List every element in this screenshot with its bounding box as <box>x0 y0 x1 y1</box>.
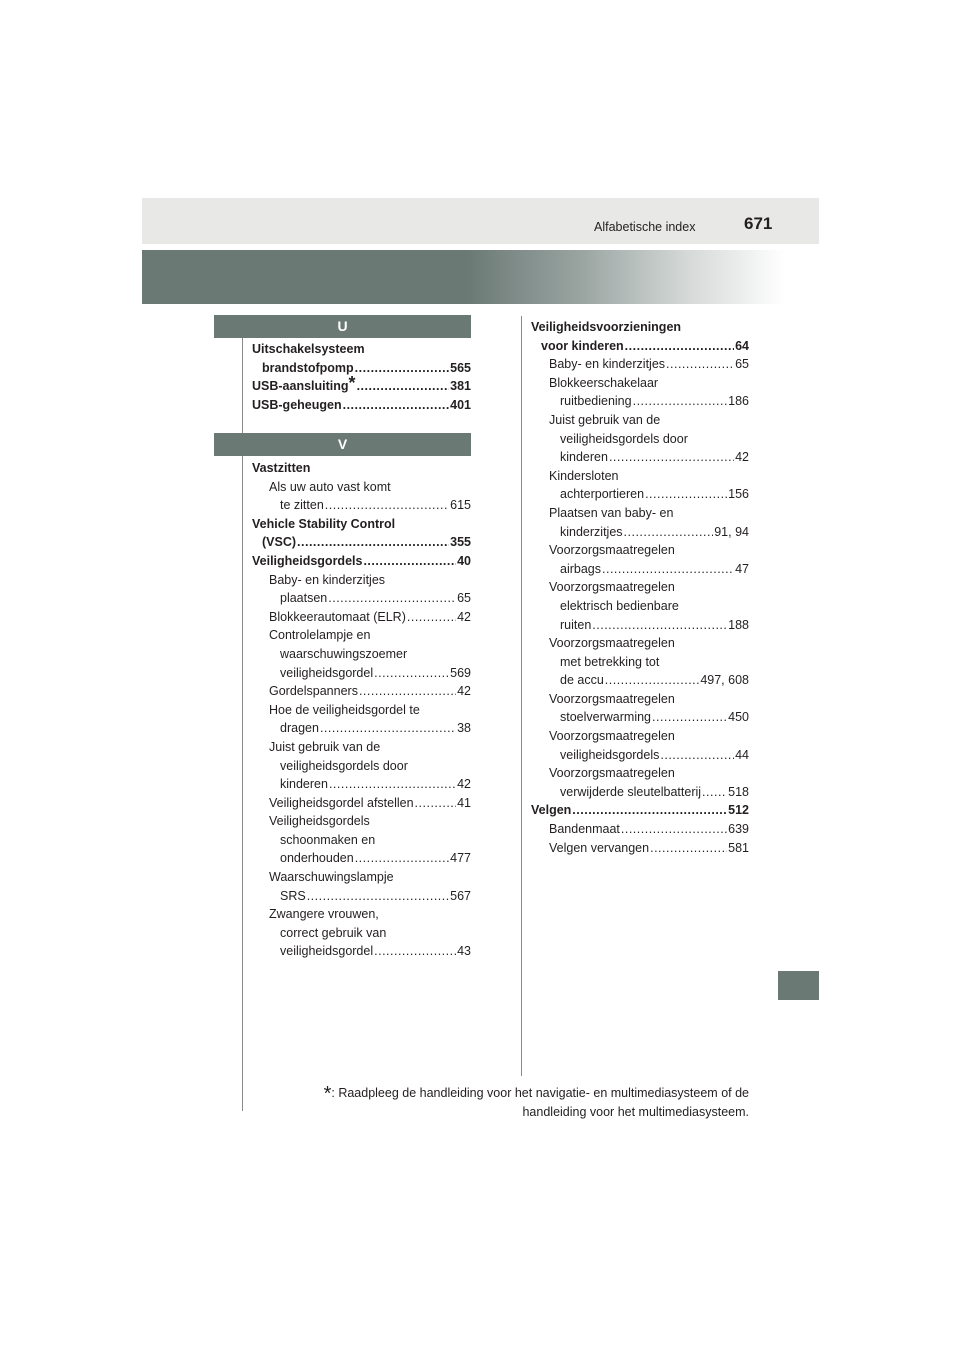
page-ref: 43 <box>457 944 471 959</box>
index-subentry: kinderen ..... 42 <box>531 448 749 467</box>
index-subentry-text: elektrisch bedienbare <box>560 598 679 613</box>
index-subentry-text: Blokkeerschakelaar <box>549 375 659 390</box>
index-subentry-text: schoonmaken en <box>280 832 376 847</box>
page-ref: 450 <box>728 710 749 725</box>
section-title: Alfabetische index <box>594 220 696 234</box>
index-subentry-text: Veiligheidsgordels <box>269 814 370 829</box>
index-subentry-text: Controlelampje en <box>269 628 371 643</box>
page-ref: 65 <box>457 591 471 606</box>
index-subentry: airbags ..... 47 <box>531 560 749 579</box>
page-ref: 567 <box>450 888 471 903</box>
page-ref: 47 <box>735 561 749 576</box>
footnote-line-1: *: Raadpleeg de handleiding voor het navigatie- en multimediasysteem of de <box>323 1083 749 1105</box>
index-entry: USB-aansluiting* ..... 381 <box>252 377 471 396</box>
index-subentry-text: Voorzorgsmaatregelen <box>549 580 675 595</box>
index-subentry: SRS ..... 567 <box>252 887 471 906</box>
letter-heading-u: U <box>214 315 471 338</box>
page-ref: 639 <box>728 822 749 837</box>
index-entry: USB-geheugen ..... 401 <box>252 396 471 415</box>
index-subentry-text: Juist gebruik van de <box>269 739 381 754</box>
index-subentry-text: Baby- en kinderzitjes <box>269 572 386 587</box>
index-subentry-text: Als uw auto vast komt <box>269 479 391 494</box>
index-subentry-text: veiligheidsgordels door <box>560 431 688 446</box>
index-subentry: veiligheidsgordel ..... 43 <box>252 942 471 961</box>
page-ref: 581 <box>728 840 749 855</box>
index-entry: Velgen ..... 512 <box>531 801 749 820</box>
index-subentry: dragen ..... 38 <box>252 719 471 738</box>
index-entry: voor kinderen ..... 64 <box>531 337 749 356</box>
index-subentry-text: Voorzorgsmaatregelen <box>549 636 675 651</box>
page-ref: 381 <box>450 379 471 394</box>
page-number: 671 <box>744 214 773 233</box>
footnote-line-2: handleiding voor het multimediasysteem. <box>522 1104 749 1119</box>
page-ref: 42 <box>457 777 471 792</box>
index-entry-title: Veiligheidsvoorzieningen <box>531 320 682 334</box>
index-subentry: stoelverwarming ..... 450 <box>531 708 749 727</box>
page-ref: 44 <box>735 747 749 762</box>
page-ref: 497, 608 <box>700 673 749 688</box>
page-ref: 156 <box>728 487 749 502</box>
footnote <box>283 1082 749 1121</box>
index-subentry-text: Waarschuwingslampje <box>269 870 394 885</box>
index-column-left <box>252 340 471 414</box>
page-ref: 42 <box>735 450 749 465</box>
index-subentry-text: correct gebruik van <box>280 925 387 940</box>
index-subentry-text: Voorzorgsmaatregelen <box>549 729 675 744</box>
index-subentry-text: waarschuwingszoemer <box>280 646 408 661</box>
index-subentry: veiligheidsgordels ..... 44 <box>531 746 749 765</box>
index-subentry: plaatsen ..... 65 <box>252 589 471 608</box>
index-entry: Veiligheidsgordels ..... 40 <box>252 552 471 571</box>
page-ref: 401 <box>450 397 471 412</box>
page-ref: 512 <box>728 803 749 818</box>
index-entry-title: Vehicle Stability Control <box>252 516 396 531</box>
index-subentry-text: Zwangere vrouwen, <box>269 907 379 922</box>
index-column-right <box>531 318 749 857</box>
page-ref: 42 <box>457 609 471 624</box>
page-ref: 186 <box>728 394 749 409</box>
index-subentry: te zitten ..... 615 <box>252 496 471 515</box>
index-subentry-text: Plaatsen van baby- en <box>549 505 674 520</box>
index-subentry: onderhouden ..... 477 <box>252 849 471 868</box>
index-subentry: kinderzitjes ..... 91, 94 <box>531 523 749 542</box>
page-ref: 518 <box>728 784 749 799</box>
index-subentry: de accu ..... 497, 608 <box>531 671 749 690</box>
index-subentry: kinderen ..... 42 <box>252 775 471 794</box>
index-subentry: Baby- en kinderzitjes ..... 65 <box>531 355 749 374</box>
page-ref: 40 <box>457 553 471 568</box>
index-entry: brandstofpomp ..... 565 <box>252 359 471 378</box>
index-subentry: ruiten ..... 188 <box>531 616 749 635</box>
index-subentry-text: Voorzorgsmaatregelen <box>549 691 675 706</box>
asterisk-mark: * <box>348 373 356 394</box>
index-subentry: achterportieren ..... 156 <box>531 485 749 504</box>
page-ref: 188 <box>728 617 749 632</box>
index-subentry: Bandenmaat ..... 639 <box>531 820 749 839</box>
column-divider <box>521 316 522 1076</box>
index-subentry-text: Voorzorgsmaatregelen <box>549 766 675 781</box>
asterisk-mark: * <box>323 1083 332 1105</box>
index-subentry-text: veiligheidsgordels door <box>280 758 408 773</box>
page-ref: 615 <box>450 498 471 513</box>
index-subentry: Gordelspanners ..... 42 <box>252 682 471 701</box>
index-subentry: verwijderde sleutelbatterij ..... 518 <box>531 783 749 802</box>
page-ref: 565 <box>450 360 471 375</box>
index-subentry-text: Voorzorgsmaatregelen <box>549 543 675 558</box>
index-entry-title: Uitschakelsysteem <box>252 342 365 356</box>
page-ref: 91, 94 <box>714 524 749 539</box>
index-subentry: veiligheidsgordel ..... 569 <box>252 664 471 683</box>
page-ref: 65 <box>735 357 749 372</box>
page-ref: 355 <box>450 535 471 550</box>
index-subentry-text: Kindersloten <box>549 468 619 483</box>
page-ref: 41 <box>457 795 471 810</box>
header-banner <box>142 250 819 304</box>
index-entry-title: Vastzitten <box>252 461 311 475</box>
page-ref: 38 <box>457 721 471 736</box>
page-ref: 42 <box>457 684 471 699</box>
letter-heading-v: V <box>214 433 471 456</box>
index-subentry: Blokkeerautomaat (ELR) ..... 42 <box>252 608 471 627</box>
page-ref: 477 <box>450 851 471 866</box>
page-ref: 569 <box>450 665 471 680</box>
index-subentry: ruitbediening ..... 186 <box>531 392 749 411</box>
chapter-tab <box>778 971 819 1000</box>
page-ref: 64 <box>735 338 749 353</box>
header-bar <box>142 198 819 244</box>
index-subentry: Veiligheidsgordel afstellen ..... 41 <box>252 794 471 813</box>
index-column-left-v <box>252 459 471 961</box>
index-subentry-text: Juist gebruik van de <box>549 412 661 427</box>
index-entry: (VSC) ..... 355 <box>252 533 471 552</box>
index-subentry-text: met betrekking tot <box>560 654 660 669</box>
index-subentry-text: Hoe de veiligheidsgordel te <box>269 702 420 717</box>
index-subentry: Velgen vervangen ..... 581 <box>531 839 749 858</box>
